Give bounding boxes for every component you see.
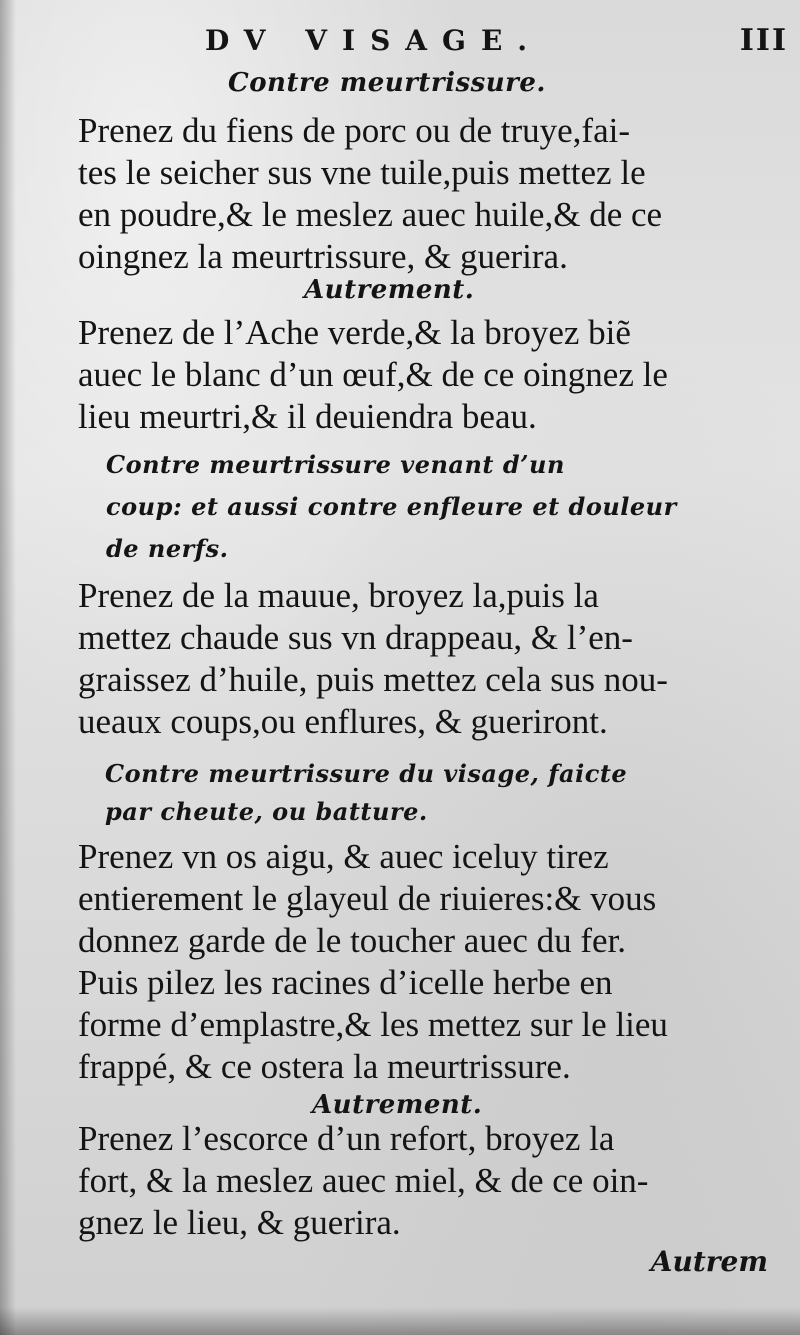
section-heading: Autrement.	[312, 1090, 483, 1120]
section-paragraph: Prenez vn os aigu, & auec iceluy tirez entierement le glayeul de riuieres:& vous donnez garde de le toucher auec du fer. Puis pilez les racines d’icelle herbe en forme d’emplastre,& les mettez sur le lieu frappé, & ce ostera la meurtrissure.	[78, 837, 668, 1086]
running-head: DV VISAGE.	[205, 24, 543, 57]
section-heading: Contre meurtrissure du visage, faicte par cheute, ou batture.	[105, 759, 628, 826]
section-paragraph: Prenez du fiens de porc ou de truye,fai- tes le seicher sus vne tuile,puis mettez le en poudre,& le meslez auec huile,& de ce oingnez la meurtrissure, & guerira.	[78, 111, 663, 276]
page-header	[0, 12, 800, 60]
section-heading: Contre meurtrissure venant d’un coup: et aussi contre enfleure et douleur de nerfs.	[106, 450, 677, 563]
catchword: Autrem	[650, 1245, 768, 1278]
section-heading: Autrement.	[304, 275, 475, 305]
section-paragraph: Prenez de la mauue, broyez la,puis la mettez chaude sus vn drappeau, & l’en- graissez d’huile, puis mettez cela sus nou- ueaux coups,ou enflures, & gueriront.	[78, 576, 668, 741]
section-heading: Contre meurtrissure.	[228, 68, 546, 98]
section-paragraph: Prenez de l’Ache verde,& la broyez biẽ auec le blanc d’un œuf,& de ce oingnez le lieu meurtri,& il deuiendra beau.	[78, 313, 668, 436]
section-paragraph: Prenez l’escorce d’un refort, broyez la fort, & la meslez auec miel, & de ce oin- gnez le lieu, & guerira.	[78, 1119, 649, 1242]
page-shadow-bottom	[0, 1307, 800, 1335]
page-shadow-left	[0, 0, 16, 1335]
page-number: III	[739, 23, 788, 58]
